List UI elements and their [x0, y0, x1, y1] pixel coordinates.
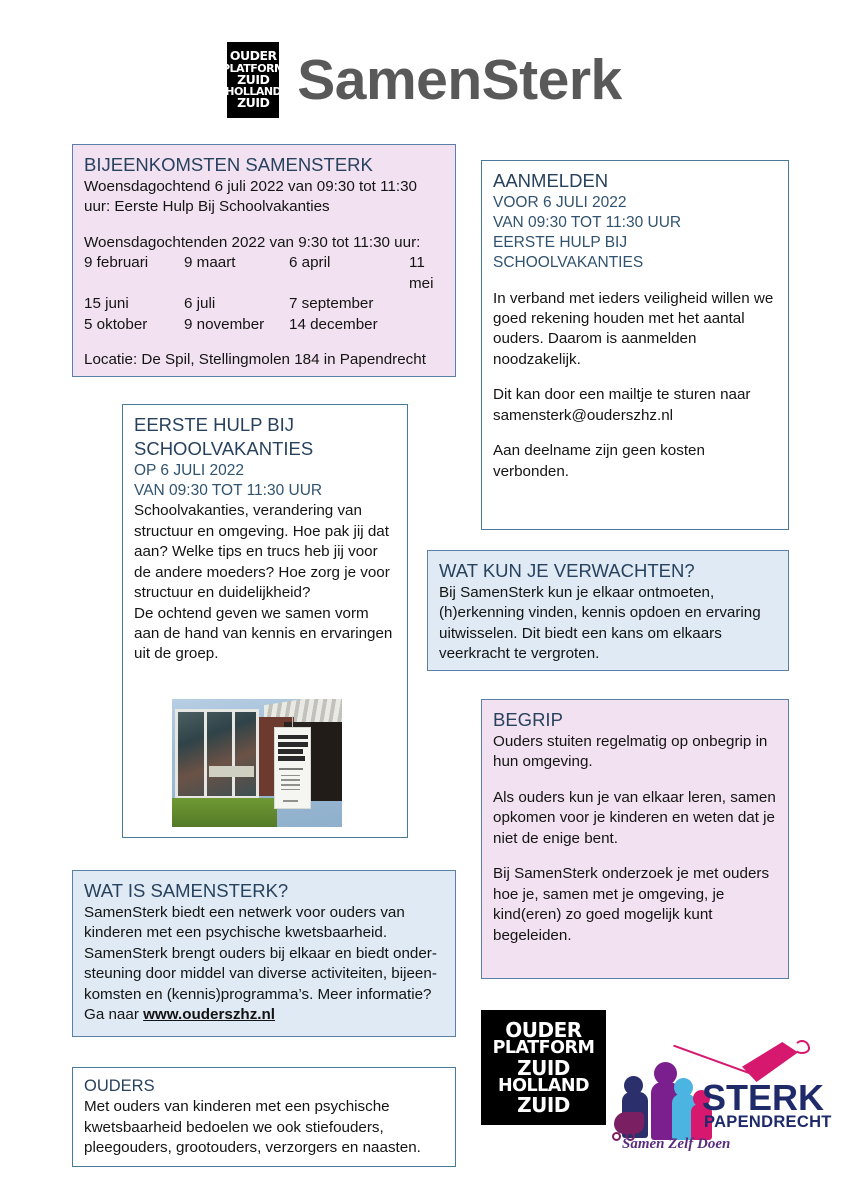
ouderplatform-logo — [221, 42, 285, 118]
date-cell: 15 juni — [84, 295, 129, 313]
aanmelden-paragraph-1: In verband met ieders veiligheid willen we goed rekening houden met het aantal ouders. Daarom is aanmelden noodzakelijk. — [493, 289, 774, 368]
eerste-hulp-sub-1: OP 6 JULI 2022 — [134, 462, 245, 480]
sterk-papendrecht-logo — [610, 1040, 835, 1160]
kite-bow-icon — [794, 1040, 810, 1054]
bijeenkomsten-line-1: Woensdagochtend 6 juli 2022 van 09:30 tot 11:30 — [84, 178, 417, 196]
aanmelden-email-address[interactable]: samensterk@ouderszhz.nl — [493, 406, 674, 424]
photo-glass-facade — [175, 709, 258, 799]
footer-logo-line-3: ZUID — [517, 1055, 570, 1080]
ouderszhz-website-link[interactable]: www.ouderszhz.nl — [143, 1006, 276, 1024]
ouderplatform-logo-mark — [481, 1010, 606, 1125]
spacer — [84, 335, 444, 350]
aanmelden-sub-4: SCHOOLVAKANTIES — [493, 254, 644, 272]
logo-line-4: HOLLAND — [225, 85, 282, 99]
photo-doorway — [311, 722, 342, 801]
date-cell: 14 december — [289, 315, 378, 333]
wat-is-samensterk-heading: WAT IS SAMENSTERK? — [84, 880, 289, 901]
schedule-intro: Woensdagochtenden 2022 van 9:30 tot 11:30 uur: — [84, 233, 421, 251]
sterk-wordmark: STERK — [702, 1077, 825, 1118]
aanmelden-heading: AANMELDEN — [493, 170, 609, 191]
spacer — [84, 218, 444, 233]
verwachten-paragraph: Bij SamenSterk kun je elkaar ontmoeten, (h)erkenning vinden, kennis opdoen en ervaring uitwisselen. Dit biedt een kans om elkaars veerkracht te vergroten. — [439, 584, 761, 663]
logo-line-3: ZUID — [237, 71, 270, 87]
sterk-subtitle: PAPENDRECHT — [704, 1113, 832, 1131]
footer-ouderplatform-logo — [481, 1010, 606, 1125]
page-header — [0, 30, 849, 130]
aanmelden-sub-3: EERSTE HULP BIJ — [493, 234, 628, 252]
date-cell: 11 mei — [409, 254, 434, 292]
locatie-text: Locatie: De Spil, Stellingmolen 184 in Papendrecht — [84, 351, 426, 369]
aanmelden-card — [481, 160, 789, 530]
begrip-paragraph-3: Bij SamenSterk onderzoek je met ouders hoe je, samen met je omgeving, je kind(eren) zo goed mogelijk kunt begeleiden. — [493, 865, 770, 944]
eerste-hulp-sub-2: VAN 09:30 TOT 11:30 UUR — [134, 482, 323, 500]
bijeenkomsten-line-2: uur: Eerste Hulp Bij Schoolvakanties — [84, 198, 330, 216]
photo-window-mullion — [204, 709, 207, 799]
footer-logo-line-5: ZUID — [517, 1093, 570, 1117]
kite-string — [673, 1045, 760, 1078]
verwachten-card — [427, 550, 789, 671]
begrip-paragraph-1: Ouders stuiten regelmatig op onbegrip in hun omgeving. — [493, 733, 768, 771]
eerste-hulp-heading-line-2: SCHOOLVAKANTIES — [134, 438, 314, 460]
ouders-heading: OUDERS — [84, 1077, 155, 1095]
aanmelden-sub-2: VAN 09:30 TOT 11:30 UUR — [493, 214, 682, 232]
bijeenkomsten-card — [72, 144, 456, 377]
date-cell: 5 oktober — [84, 315, 148, 333]
date-cell: 6 juli — [184, 295, 216, 313]
photo-window-mullion — [232, 709, 235, 799]
footer-logo-line-2: PLATFORM — [492, 1038, 595, 1058]
date-cell: 9 februari — [84, 254, 149, 272]
cta-prefix: Ga naar — [84, 1006, 144, 1024]
begrip-card — [481, 699, 789, 979]
logo-line-2: PLATFORM — [221, 61, 285, 75]
date-cell — [409, 294, 444, 314]
ouders-paragraph: Met ouders van kinderen met een psychische kwetsbaarheid bedoelen we ook stiefouders, pleegouders, grootouders, verzorgers en naasten. — [84, 1098, 421, 1157]
wat-is-samensterk-paragraph: SamenSterk biedt een netwerk voor ouders van kinderen met een psychische kwetsbaarheid. SamenSterk brengt ouders bij elkaar en biedt ondersteuning door middel van diverse activiteiten, bijeenkomsten en (kennis)programma’s. Meer informatie? — [84, 904, 437, 1003]
logo-line-5: ZUID — [237, 95, 270, 111]
date-cell: 9 maart — [184, 254, 236, 272]
photo-rollup-banner — [274, 727, 311, 809]
aanmelden-email-intro: Dit kan door een mailtje te sturen naar — [493, 386, 751, 404]
aanmelden-sub-1: VOOR 6 JULI 2022 — [493, 194, 627, 212]
date-cell: 7 september — [289, 295, 374, 313]
aanmelden-paragraph-3: Aan deelname zijn geen kosten verbonden. — [493, 442, 705, 480]
sterk-tagline: Samen Zelf Doen — [622, 1136, 731, 1152]
wat-is-samensterk-card — [72, 870, 456, 1037]
ouders-card — [72, 1067, 456, 1167]
footer-logo-line-1: OUDER — [505, 1018, 582, 1042]
wat-is-samensterk-cta — [84, 1005, 444, 1025]
bijeenkomsten-heading: BIJEENKOMSTEN SAMENSTERK — [84, 154, 373, 175]
date-cell: 9 november — [184, 315, 265, 333]
logo-line-1: OUDER — [229, 48, 277, 64]
photo-bench — [209, 766, 253, 778]
verwachten-heading: WAT KUN JE VERWACHTEN? — [439, 560, 695, 581]
venue-photo — [172, 699, 342, 827]
kite-icon — [742, 1042, 798, 1082]
eerste-hulp-paragraph-1: Schoolvakanties, verandering van structuur en omgeving. Hoe pak jij dat aan? Welke tips en trucs heb jij voor de andere moeders? Hoe zorg je voor structuur en duidelijkheid? — [134, 502, 390, 602]
date-cell — [409, 315, 444, 335]
photo-lawn — [172, 798, 277, 827]
eerste-hulp-paragraph-2: De ochtend geven we samen vorm aan de hand van kennis en ervaringen uit de groep. — [134, 604, 393, 663]
footer-logo-line-4: HOLLAND — [497, 1075, 590, 1096]
eerste-hulp-heading-line-1: EERSTE HULP BIJ — [134, 414, 295, 435]
date-cell: 6 april — [289, 254, 331, 272]
begrip-heading: BEGRIP — [493, 709, 563, 730]
page-title: SamenSterk — [297, 47, 622, 112]
meeting-dates-grid — [84, 253, 444, 335]
begrip-paragraph-2: Als ouders kun je van elkaar leren, samen opkomen voor je kinderen en weten dat je niet de enige bent. — [493, 788, 776, 847]
